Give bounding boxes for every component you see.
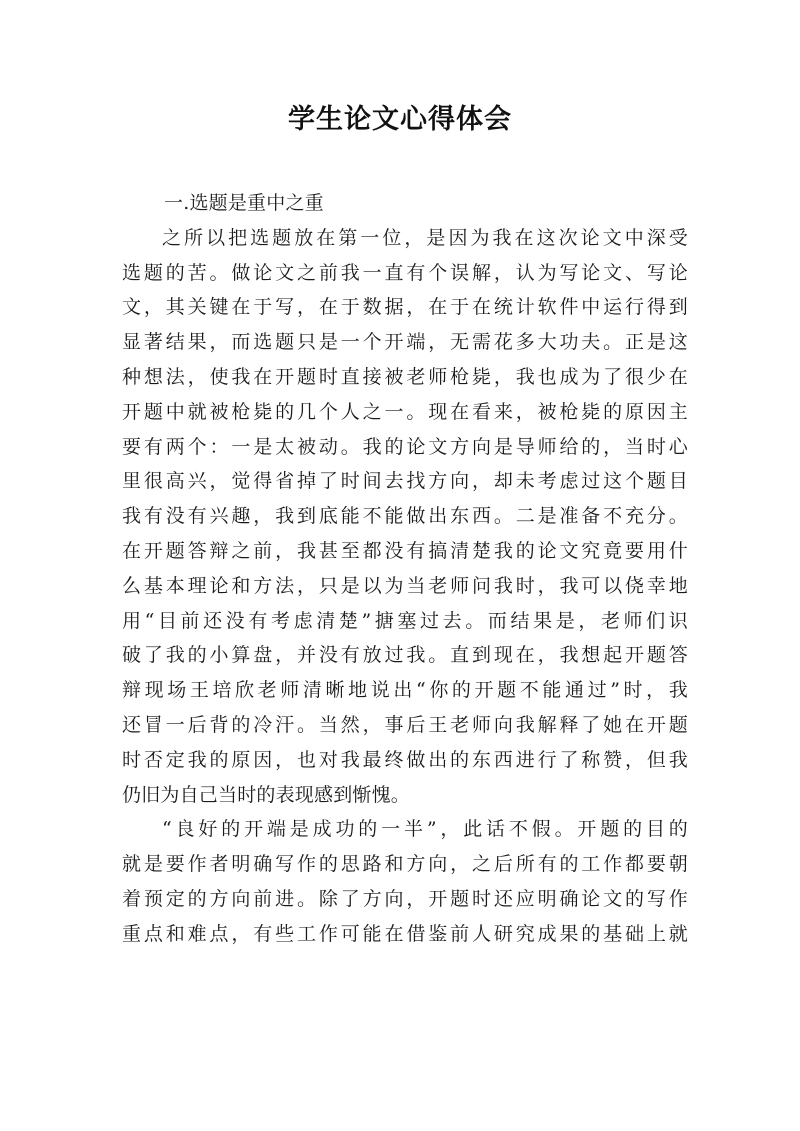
paragraph-line: 我有没有兴趣，我到底能不能做出东西。二是准备不充分。 (122, 505, 688, 528)
document-body (122, 186, 688, 952)
paragraph-line: 文，其关键在于写，在于数据，在于在统计软件中运行得到 (122, 296, 688, 319)
paragraph-line: 时否定我的原因，也对我最终做出的东西进行了称赞，但我 (122, 748, 688, 771)
paragraph-line: 要有两个：一是太被动。我的论文方向是导师给的，当时心 (122, 435, 688, 458)
paragraph-line: 破了我的小算盘，并没有放过我。直到现在，我想起开题答 (122, 644, 688, 667)
paragraph-line: 就是要作者明确写作的思路和方向，之后所有的工作都要朝 (122, 853, 688, 876)
paragraph-line: 重点和难点，有些工作可能在借鉴前人研究成果的基础上就 (122, 922, 688, 945)
paragraph-line: 里很高兴，觉得省掉了时间去找方向，却未考虑过这个题目 (122, 470, 688, 493)
paragraph-line: 种想法，使我在开题时直接被老师枪毙，我也成为了很少在 (122, 365, 688, 388)
paragraph-line: “良好的开端是成功的一半”，此话不假。开题的目的 (162, 818, 688, 841)
paragraph-line: 之所以把选题放在第一位，是因为我在这次论文中深受 (162, 226, 688, 249)
paragraph-line: 开题中就被枪毙的几个人之一。现在看来，被枪毙的原因主 (122, 400, 688, 423)
paragraph-line: 仍旧为自己当时的表现感到惭愧。 (122, 783, 411, 806)
paragraph-line: 选题的苦。做论文之前我一直有个误解，认为写论文、写论 (122, 261, 688, 284)
document-title: 学生论文心得体会 (288, 104, 512, 135)
paragraph-line: 在开题答辩之前，我甚至都没有搞清楚我的论文究竟要用什 (122, 539, 688, 562)
paragraph-line: 辩现场王培欣老师清晰地说出“你的开题不能通过”时，我 (122, 679, 688, 702)
paragraph-line: 用“目前还没有考虑清楚”搪塞过去。而结果是，老师们识 (122, 609, 688, 632)
paragraph-line: 显著结果，而选题只是一个开端，无需花多大功夫。正是这 (122, 331, 688, 354)
paragraph-line: 还冒一后背的冷汗。当然，事后王老师向我解释了她在开题 (122, 713, 688, 736)
section-heading: 一.选题是重中之重 (164, 192, 324, 214)
paragraph-line: 么基本理论和方法，只是以为当老师问我时，我可以侥幸地 (122, 574, 688, 597)
paragraph-line: 着预定的方向前进。除了方向，开题时还应明确论文的写作 (122, 887, 688, 910)
